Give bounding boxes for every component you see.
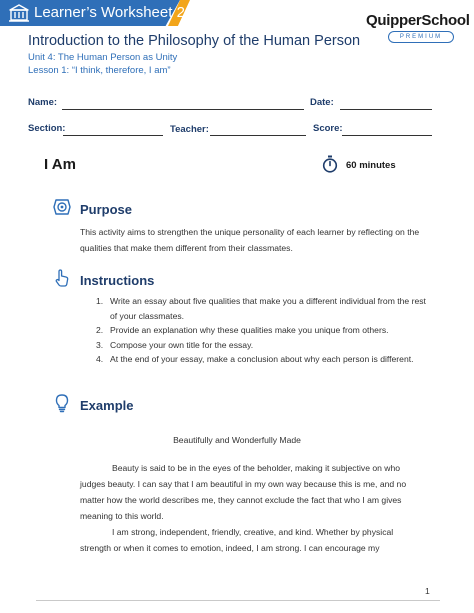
- target-icon: [52, 197, 72, 217]
- list-item-text: At the end of your essay, make a conclusion about why each person is different.: [110, 354, 414, 364]
- list-item-text: Compose your own title for the essay.: [110, 339, 254, 350]
- date-line[interactable]: [340, 109, 432, 110]
- unit-subtitle: Unit 4: The Human Person as Unity: [28, 52, 178, 63]
- example-essay-title: Beautifully and Wonderfully Made: [173, 435, 301, 445]
- name-label: Name:: [28, 97, 58, 108]
- list-item-number: 4.: [96, 354, 104, 364]
- section-label: Section:: [28, 123, 66, 134]
- activity-title: I Am: [44, 156, 76, 173]
- lesson-subtitle: Lesson 1: “I think, therefore, I am”: [28, 65, 171, 76]
- list-item: [96, 352, 426, 367]
- instructions-list: [96, 294, 426, 367]
- example-paragraph-2: I am strong, independent, friendly, creative, and kind. Whether by physical strength or when it comes to emotion, indeed, I am strong. I can encourage my: [80, 527, 394, 553]
- document-title: Introduction to the Philosophy of the Human Person: [28, 33, 361, 49]
- page-number: 1: [425, 586, 430, 596]
- list-item: [96, 338, 426, 353]
- list-item: [96, 323, 426, 338]
- date-label: Date:: [310, 97, 334, 108]
- pointing-hand-icon: [52, 268, 72, 288]
- teacher-label: Teacher:: [170, 124, 209, 135]
- banner-title: Learner’s Worksheet 2: [34, 4, 185, 21]
- footer-divider: [36, 600, 440, 601]
- purpose-text: This activity aims to strengthen the unique personality of each learner by reflecting on the qualities that make them different from their classmates.: [80, 227, 420, 253]
- stopwatch-icon: [322, 155, 338, 173]
- list-item-number: 2.: [96, 325, 104, 335]
- list-item-number: 3.: [96, 339, 104, 350]
- premium-badge: PREMIUM: [388, 31, 454, 43]
- instructions-heading: Instructions: [80, 273, 155, 288]
- school-building-icon: [8, 3, 30, 23]
- list-item-number: 1.: [96, 296, 104, 306]
- list-item-text: Write an essay about five qualities that make you a different individual from the rest of your classmates.: [110, 296, 426, 321]
- quipperschool-logo: [366, 12, 470, 43]
- score-line[interactable]: [342, 135, 432, 136]
- list-item-text: Provide an explanation why these qualities make you unique from others.: [110, 325, 389, 335]
- activity-duration: 60 minutes: [346, 160, 396, 171]
- score-label: Score:: [313, 123, 343, 134]
- example-paragraph-1: Beauty is said to be in the eyes of the beholder, making it subjective on who judges beauty. I can say that I am beautiful in my own way because this is me, and no matter how the world describes me, they cannot exclude the fact that who I am gives meaning to this world.: [80, 463, 407, 521]
- section-line[interactable]: [63, 135, 163, 136]
- list-item: [96, 294, 426, 323]
- teacher-line[interactable]: [210, 135, 306, 136]
- purpose-heading: Purpose: [80, 202, 133, 217]
- logo-text: QuipperSchool: [366, 12, 470, 29]
- example-heading: Example: [80, 398, 134, 413]
- lightbulb-icon: [52, 393, 72, 413]
- name-line[interactable]: [62, 109, 304, 110]
